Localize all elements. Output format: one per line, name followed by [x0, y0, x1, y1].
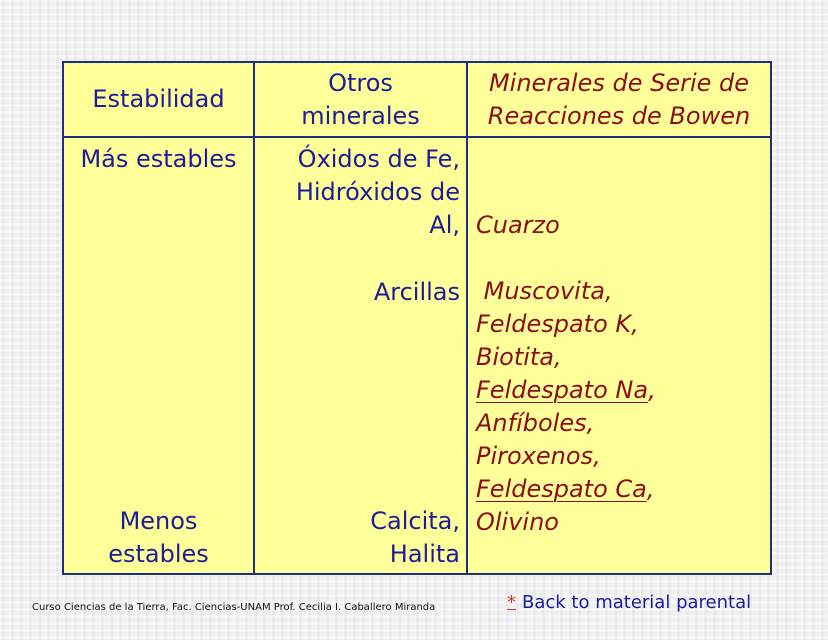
least-stable-line1: Menos: [119, 507, 198, 535]
other-minerals-cell: [254, 137, 467, 574]
mineral-stability-table: [62, 61, 772, 575]
header-other-minerals: [254, 62, 467, 137]
header-stability: Estabilidad: [63, 62, 254, 137]
bowen-item: Biotita,: [476, 343, 562, 371]
clays-label: Arcillas: [373, 278, 460, 306]
bowen-minerals-cell: [467, 137, 771, 574]
bowen-item-text: Biotita: [476, 343, 555, 371]
least-stable-label: [64, 505, 253, 571]
header-other-minerals-line2: minerales: [301, 101, 420, 130]
bowen-item-quartz: Cuarzo: [476, 211, 560, 239]
header-bowen-line1: Minerales de Serie de: [488, 68, 750, 97]
bowen-item-text: Feldespato K: [476, 310, 632, 338]
least-stable-line2: estables: [108, 540, 209, 568]
back-link[interactable]: [507, 592, 751, 613]
back-link-label[interactable]: Back to material parental: [522, 592, 752, 613]
bowen-item-text: Anfíboles: [476, 409, 587, 437]
bowen-item-link-ca[interactable]: Feldespato Ca: [476, 475, 647, 503]
footer-credit: Curso Ciencias de la Tierra, Fac. Ciencias-UNAM Prof. Cecilia I. Caballero Miranda: [32, 602, 436, 613]
header-other-minerals-line1: Otros: [328, 68, 393, 97]
bowen-item-link-na[interactable]: Feldespato Na: [476, 376, 649, 404]
most-stable-label: Más estables: [80, 145, 237, 173]
bowen-item: [476, 506, 656, 539]
bowen-item: Piroxenos,: [476, 442, 601, 470]
bowen-item: Anfíboles,: [476, 409, 595, 437]
bowen-item-text: Olivino: [476, 508, 559, 536]
asterisk-icon[interactable]: *: [507, 592, 516, 613]
other-top-line: Al,: [429, 211, 460, 239]
table-header-row: [63, 62, 771, 137]
stability-cell: [63, 137, 254, 574]
bowen-item: Muscovita,: [483, 277, 613, 305]
other-top-line: Hidróxidos de: [295, 178, 460, 206]
bowen-item: Feldespato K,: [476, 310, 639, 338]
bowen-item[interactable]: Feldespato Na,: [476, 376, 656, 404]
bowen-item-text: Muscovita: [483, 277, 605, 305]
bowen-item[interactable]: Feldespato Ca,: [476, 475, 655, 503]
other-top-line: Óxidos de Fe,: [297, 145, 460, 173]
calcite-halite: [370, 505, 460, 571]
bowen-item-text: Piroxenos: [476, 442, 594, 470]
bowen-series-list: [476, 209, 656, 539]
header-bowen-minerals: [467, 62, 771, 137]
oxides-hydroxides: [255, 138, 466, 242]
other-bottom-line: Halita: [389, 540, 460, 568]
header-bowen-line2: Reacciones de Bowen: [487, 101, 751, 130]
other-bottom-line: Calcita,: [370, 507, 460, 535]
table-body-row: [63, 137, 771, 574]
